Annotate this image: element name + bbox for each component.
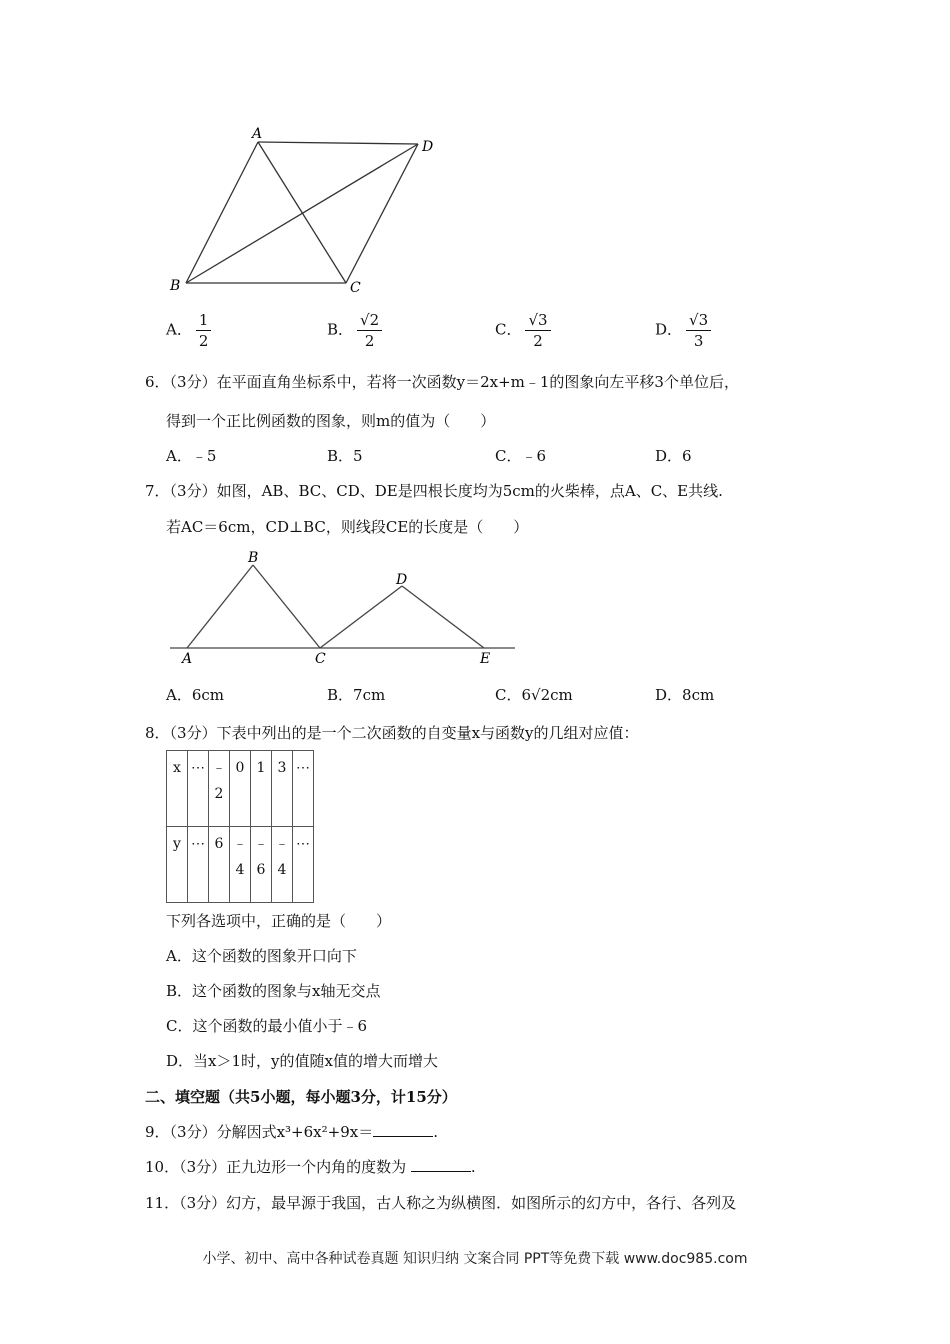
- label-a: A: [252, 126, 263, 142]
- q5-option-a: A． $\frac{1}{2}$: [166, 310, 211, 351]
- q8-prompt: 下列各选项中，正确的是（ ）: [166, 912, 392, 930]
- label-d: D: [396, 572, 408, 588]
- label-b: B: [170, 278, 181, 294]
- q6-option-c: C．﹣6: [495, 447, 547, 465]
- table-cell: ⋯: [293, 827, 314, 903]
- q5-option-d: D． $\frac{√3}{3}$: [655, 310, 711, 351]
- q6-option-a: A．﹣5: [166, 447, 217, 465]
- table-cell: 3: [272, 751, 293, 827]
- q8-line1: 8．（3分）下表中列出的是一个二次函数的自变量x与函数y的几组对应值：: [145, 724, 639, 742]
- q7-line2: 若AC＝6cm，CD⊥BC，则线段CE的长度是（ ）: [166, 518, 529, 536]
- answer-blank[interactable]: [411, 1159, 471, 1172]
- page-footer: 小学、初中、高中各种试卷真题 知识归纳 文案合同 PPT等免费下载 www.doc985.com: [202, 1251, 748, 1267]
- q11-line1: 11．（3分）幻方，最早源于我国，古人称之为纵横图．如图所示的幻方中，各行、各列及: [145, 1194, 737, 1212]
- label-b: B: [248, 550, 259, 566]
- q10: [145, 1156, 476, 1177]
- q5-option-c: C． $\frac{√3}{2}$: [495, 310, 551, 351]
- q6-option-d: D．6: [655, 447, 692, 465]
- q6-option-b: B．5: [327, 447, 363, 465]
- table-row: [167, 827, 314, 903]
- table-cell: ⋯: [188, 751, 209, 827]
- q7-option-c: C．6√2cm: [495, 686, 573, 704]
- table-cell: 6: [209, 827, 230, 903]
- q6-line2: 得到一个正比例函数的图象，则m的值为（ ）: [166, 412, 496, 430]
- table-cell: x: [167, 751, 188, 827]
- table-cell: ⋯: [293, 751, 314, 827]
- q6-line1: 6．（3分）在平面直角坐标系中，若将一次函数y＝2x+m﹣1的图象向左平移3个单位后，: [145, 373, 739, 391]
- table-cell: 1: [251, 751, 272, 827]
- label-d: D: [422, 139, 434, 155]
- q8-option-a: A．这个函数的图象开口向下: [166, 947, 357, 965]
- q10-end: .: [470, 1158, 476, 1176]
- q7-option-b: B．7cm: [327, 686, 386, 704]
- q8-option-c: C．这个函数的最小值小于﹣6: [166, 1017, 368, 1035]
- label-c: C: [350, 280, 361, 296]
- q8-option-d: D．当x＞1时，y的值随x值的增大而增大: [166, 1052, 438, 1070]
- table-cell: ﹣6: [251, 827, 272, 903]
- q9: [145, 1121, 438, 1142]
- label-a: A: [182, 651, 193, 667]
- figure-matchsticks: [160, 545, 530, 670]
- q10-text: 10．（3分）正九边形一个内角的度数为: [145, 1158, 411, 1176]
- q9-text: 9．（3分）分解因式x³+6x²+9x＝: [145, 1123, 374, 1141]
- q5-option-b: B． $\frac{√2}{2}$: [327, 310, 382, 351]
- answer-blank[interactable]: [373, 1124, 433, 1137]
- table-cell: y: [167, 827, 188, 903]
- label-c: C: [315, 651, 326, 667]
- table-cell: ⋯: [188, 827, 209, 903]
- figure-parallelogram: [160, 120, 450, 300]
- table-row: [167, 751, 314, 827]
- q9-end: .: [433, 1123, 438, 1141]
- q7-option-d: D．8cm: [655, 686, 715, 704]
- q7-line1: 7．（3分）如图，AB、BC、CD、DE是四根长度均为5cm的火柴棒，点A、C、E共线.: [145, 482, 723, 500]
- section-heading: 二、填空题（共5小题，每小题3分，计15分）: [145, 1088, 457, 1106]
- table-cell: ﹣2: [209, 751, 230, 827]
- q8-option-b: B．这个函数的图象与x轴无交点: [166, 982, 381, 1000]
- q7-option-a: A．6cm: [166, 686, 225, 704]
- table-cell: ﹣4: [272, 827, 293, 903]
- label-e: E: [480, 651, 491, 667]
- table-cell: 0: [230, 751, 251, 827]
- value-table: [166, 750, 314, 903]
- table-cell: ﹣4: [230, 827, 251, 903]
